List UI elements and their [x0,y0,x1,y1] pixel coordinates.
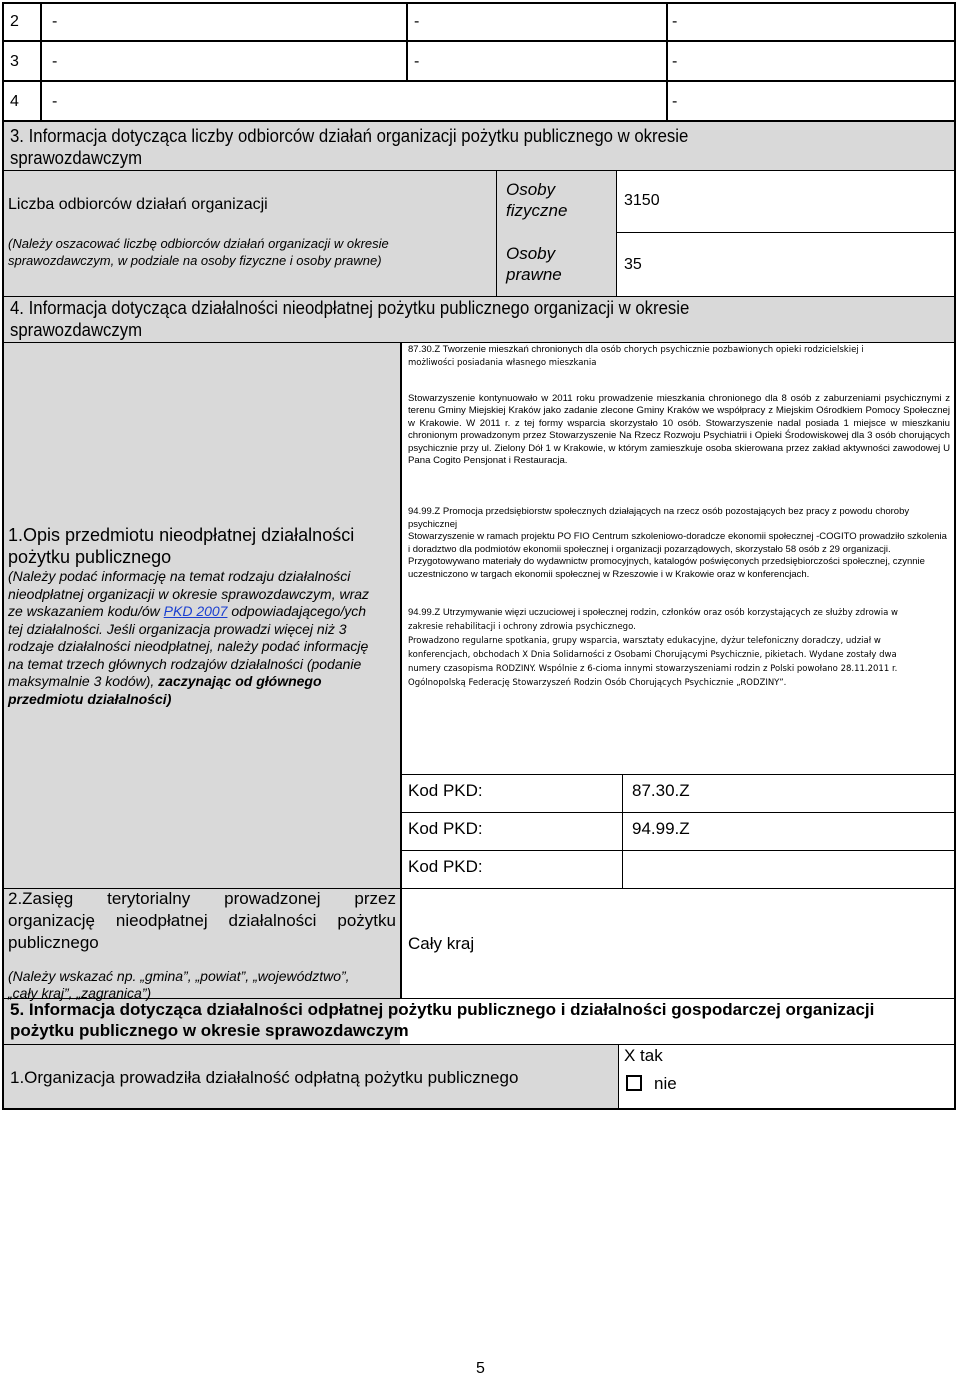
natural-persons-label-cont: fizyczne [506,201,568,220]
paid-activity-question: 1.Organizacja prowadziła działalność odpłatną pożytku publicznego [10,1068,519,1087]
pkd-row-3 [400,850,956,888]
cell-value: - [414,53,420,70]
section-5-title-cont: pożytku publicznego w okresie sprawozdawczym [10,1021,409,1040]
description-title: 1.Opis przedmiotu nieodpłatnej działalności [8,525,355,545]
activity-code-subtitle: możliwości posiadania własnego mieszkania [408,357,597,368]
activity-code-subtitle: rodzin, członków oraz osób korzystających ze służby zdrowia w [630,608,898,618]
pkd-2007-link[interactable]: PKD 2007 [163,603,228,619]
description-hint: nieodpłatnej organizacji w okresie sprawozdawczym, wraz [8,585,370,602]
cell-value: - [672,93,678,110]
description-hint: ze wskazaniem kodu/ów PKD 2007 odpowiadającego/ych [8,603,367,619]
pkd-code-2: 94.99.Z [632,819,690,838]
section-4-title-cont: sprawozdawczym [10,320,143,340]
scope-hint: (Należy wskazać np. „gmina”, „powiat”, „województwo”, [8,968,350,984]
pkd-label: Kod PKD: [408,819,483,838]
activity-text: Prowadzono regularne spotkania, grupy wsparcia, warsztaty edukacyjne, dyżur telefoniczny doradczy, udział w [408,636,881,646]
legal-persons-label: Osoby [506,244,556,263]
activity-code-subtitle: dla osób chorych psychicznie pozbawionych opieki rodzicielskiej i [585,345,864,355]
recipients-hint-cont: sprawozdawczym, w podziale na osoby fizyczne i osoby prawne) [8,253,382,268]
row-2 [2,2,956,42]
pkd-label: Kod PKD: [408,781,483,800]
section-3-title: 3. Informacja dotycząca liczby odbiorców działań organizacji pożytku publicznego w okresie [10,126,689,146]
natural-persons-count: 3150 [624,192,660,209]
activity-text: zakresie rehabilitacji i ochrony zdrowia psychicznego. [408,622,636,632]
recipients-value-cell [616,170,956,232]
option-no-checkbox[interactable] [626,1075,642,1091]
cell-value: - [52,53,58,70]
option-no[interactable]: nie [654,1074,677,1093]
legal-persons-label-cont: prawne [506,265,562,284]
activity-description-label [8,524,398,708]
recipients-label: Liczba odbiorców działań organizacji [8,196,268,213]
description-hint: przedmiotu działalności) [8,690,172,707]
cell-value: - [414,13,420,30]
activity-block-1 [408,344,950,467]
activity-text: konferencjach, obchodach X Dnia Solidarności z Osobami Chorującymi Psychicznie, pikietach. Wydane zostały dwa [408,650,897,660]
activity-block-3 [408,604,953,690]
row-number: 3 [10,53,19,70]
description-hint: (Należy podać informację na temat rodzaju działalności [8,568,351,584]
description-hint: na temat trzech głównych rodzajów działalności (podanie [8,655,362,672]
activity-block-2 [408,506,950,581]
section-4-title: 4. Informacja dotycząca działalności nieodpłatnej pożytku publicznego organizacji w okresie [10,298,690,318]
activity-code-title: 87.30.Z Tworzenie mieszkań chronionych [408,344,586,355]
pkd-label: Kod PKD: [408,857,483,876]
cell-value: - [672,13,678,30]
description-title-cont: pożytku publicznego [8,547,172,567]
section-3-title-cont: sprawozdawczym [10,148,143,168]
row-number: 2 [10,13,19,30]
description-hint: rodzaje działalności nieodpłatnej, należy podać informację [8,638,369,654]
scope-title-cont: organizację nieodpłatnej działalności pożytku [8,911,396,930]
row-number: 4 [10,93,19,110]
activity-code-title: 94.99.Z Utrzymywanie więzi uczuciowej i społecznej [408,607,631,618]
activity-code-title: 94.99.Z Promocja przedsiębiorstw społecznych działających na rzecz osób pozostających bez pracy z powodu choroby psychicznej [408,506,910,530]
activity-text: Stowarzyszenie kontynuowało w 2011 roku prowadzenie mieszkania chronionego dla 8 osób z zaburzeniami psychicznymi z terenu Gminy Miejskiej Kraków jako zadanie zlecone Gminy Kraków we współpracy z Miejskim Ośrodkiem Pomocy Społecznej w Krakowie. W 2011 r. z tej formy wsparcia skorzystało 10 osób. Stowarzyszenie nadal posiada 1 miejsce w mieszkaniu chronionym prowadzonym przez Stowarzyszenie Na Rzecz Rozwoju Psychiatrii i Opieki Środowiskowej dla 3 osób chorujących psychicznie przy ul. Zielony Dół 1 w Krakowie, w którym zamieszkuje osoba skierowana przez zakład aktywności zawodowej U Pana Cogito Pensjonat i Restauracja. [408,393,950,467]
scope-title-cont: publicznego [8,933,99,952]
activity-text: Stowarzyszenie w ramach projektu PO FIO Centrum szkoleniowo-doradcze ekonomii społecznej -COGITO prowadziło szkolenia i doradztwo dla podmiotów ekonomii społecznej i organizacji pozarządowych, skorzystało 58 osób z 29 organizacji. Przygotowywano materiały do wydawnictw promocyjnych, katalogów poświęconych przedsiębiorczości społecznej, czynnie uczestniczono w targach ekonomii społecznej w Rzeszowie i w Krakowie oraz w konferencjach. [408,531,947,580]
activity-text: Ogólnopolską Federację Stowarzyszeń Rodzin Osób Chorujących Psychicznie „RODZINY”. [408,678,787,688]
recipients-value-cell [616,232,956,296]
recipients-label-cell [2,170,496,296]
natural-persons-label: Osoby [506,180,556,199]
scope-value: Cały kraj [408,934,475,953]
description-hint: tej działalności. Jeśli organizacja prowadzi więcej niż 3 [8,620,347,637]
cell-value: - [52,13,58,30]
activity-text: numery czasopisma RODZINY. Wspólnie z 6-cioma innymi stowarzyszeniami rodzin z Polski powołano 28.11.2011 r. [408,664,898,674]
scope-hint-cont: „cały kraj”, „zagranica”) [8,985,152,1001]
cell-value: - [52,93,58,110]
scope-title: 2.Zasięg terytorialny prowadzonej przez [8,889,396,908]
option-yes[interactable]: X tak [624,1046,663,1065]
pkd-code-1: 87.30.Z [632,781,690,800]
description-hint: maksymalnie 3 kodów), zaczynając od głównego [8,673,322,689]
recipients-hint: (Należy oszacować liczbę odbiorców działań organizacji w okresie [8,236,389,251]
page-number: 5 [476,1360,485,1377]
cell-value: - [672,53,678,70]
scope-label [8,888,396,1002]
legal-persons-count: 35 [624,256,642,273]
section-5-title: 5. Informacja dotycząca działalności odpłatnej pożytku publicznego i działalności gospodarczej organizacji [10,1000,875,1019]
scope-value-cell [400,888,956,998]
